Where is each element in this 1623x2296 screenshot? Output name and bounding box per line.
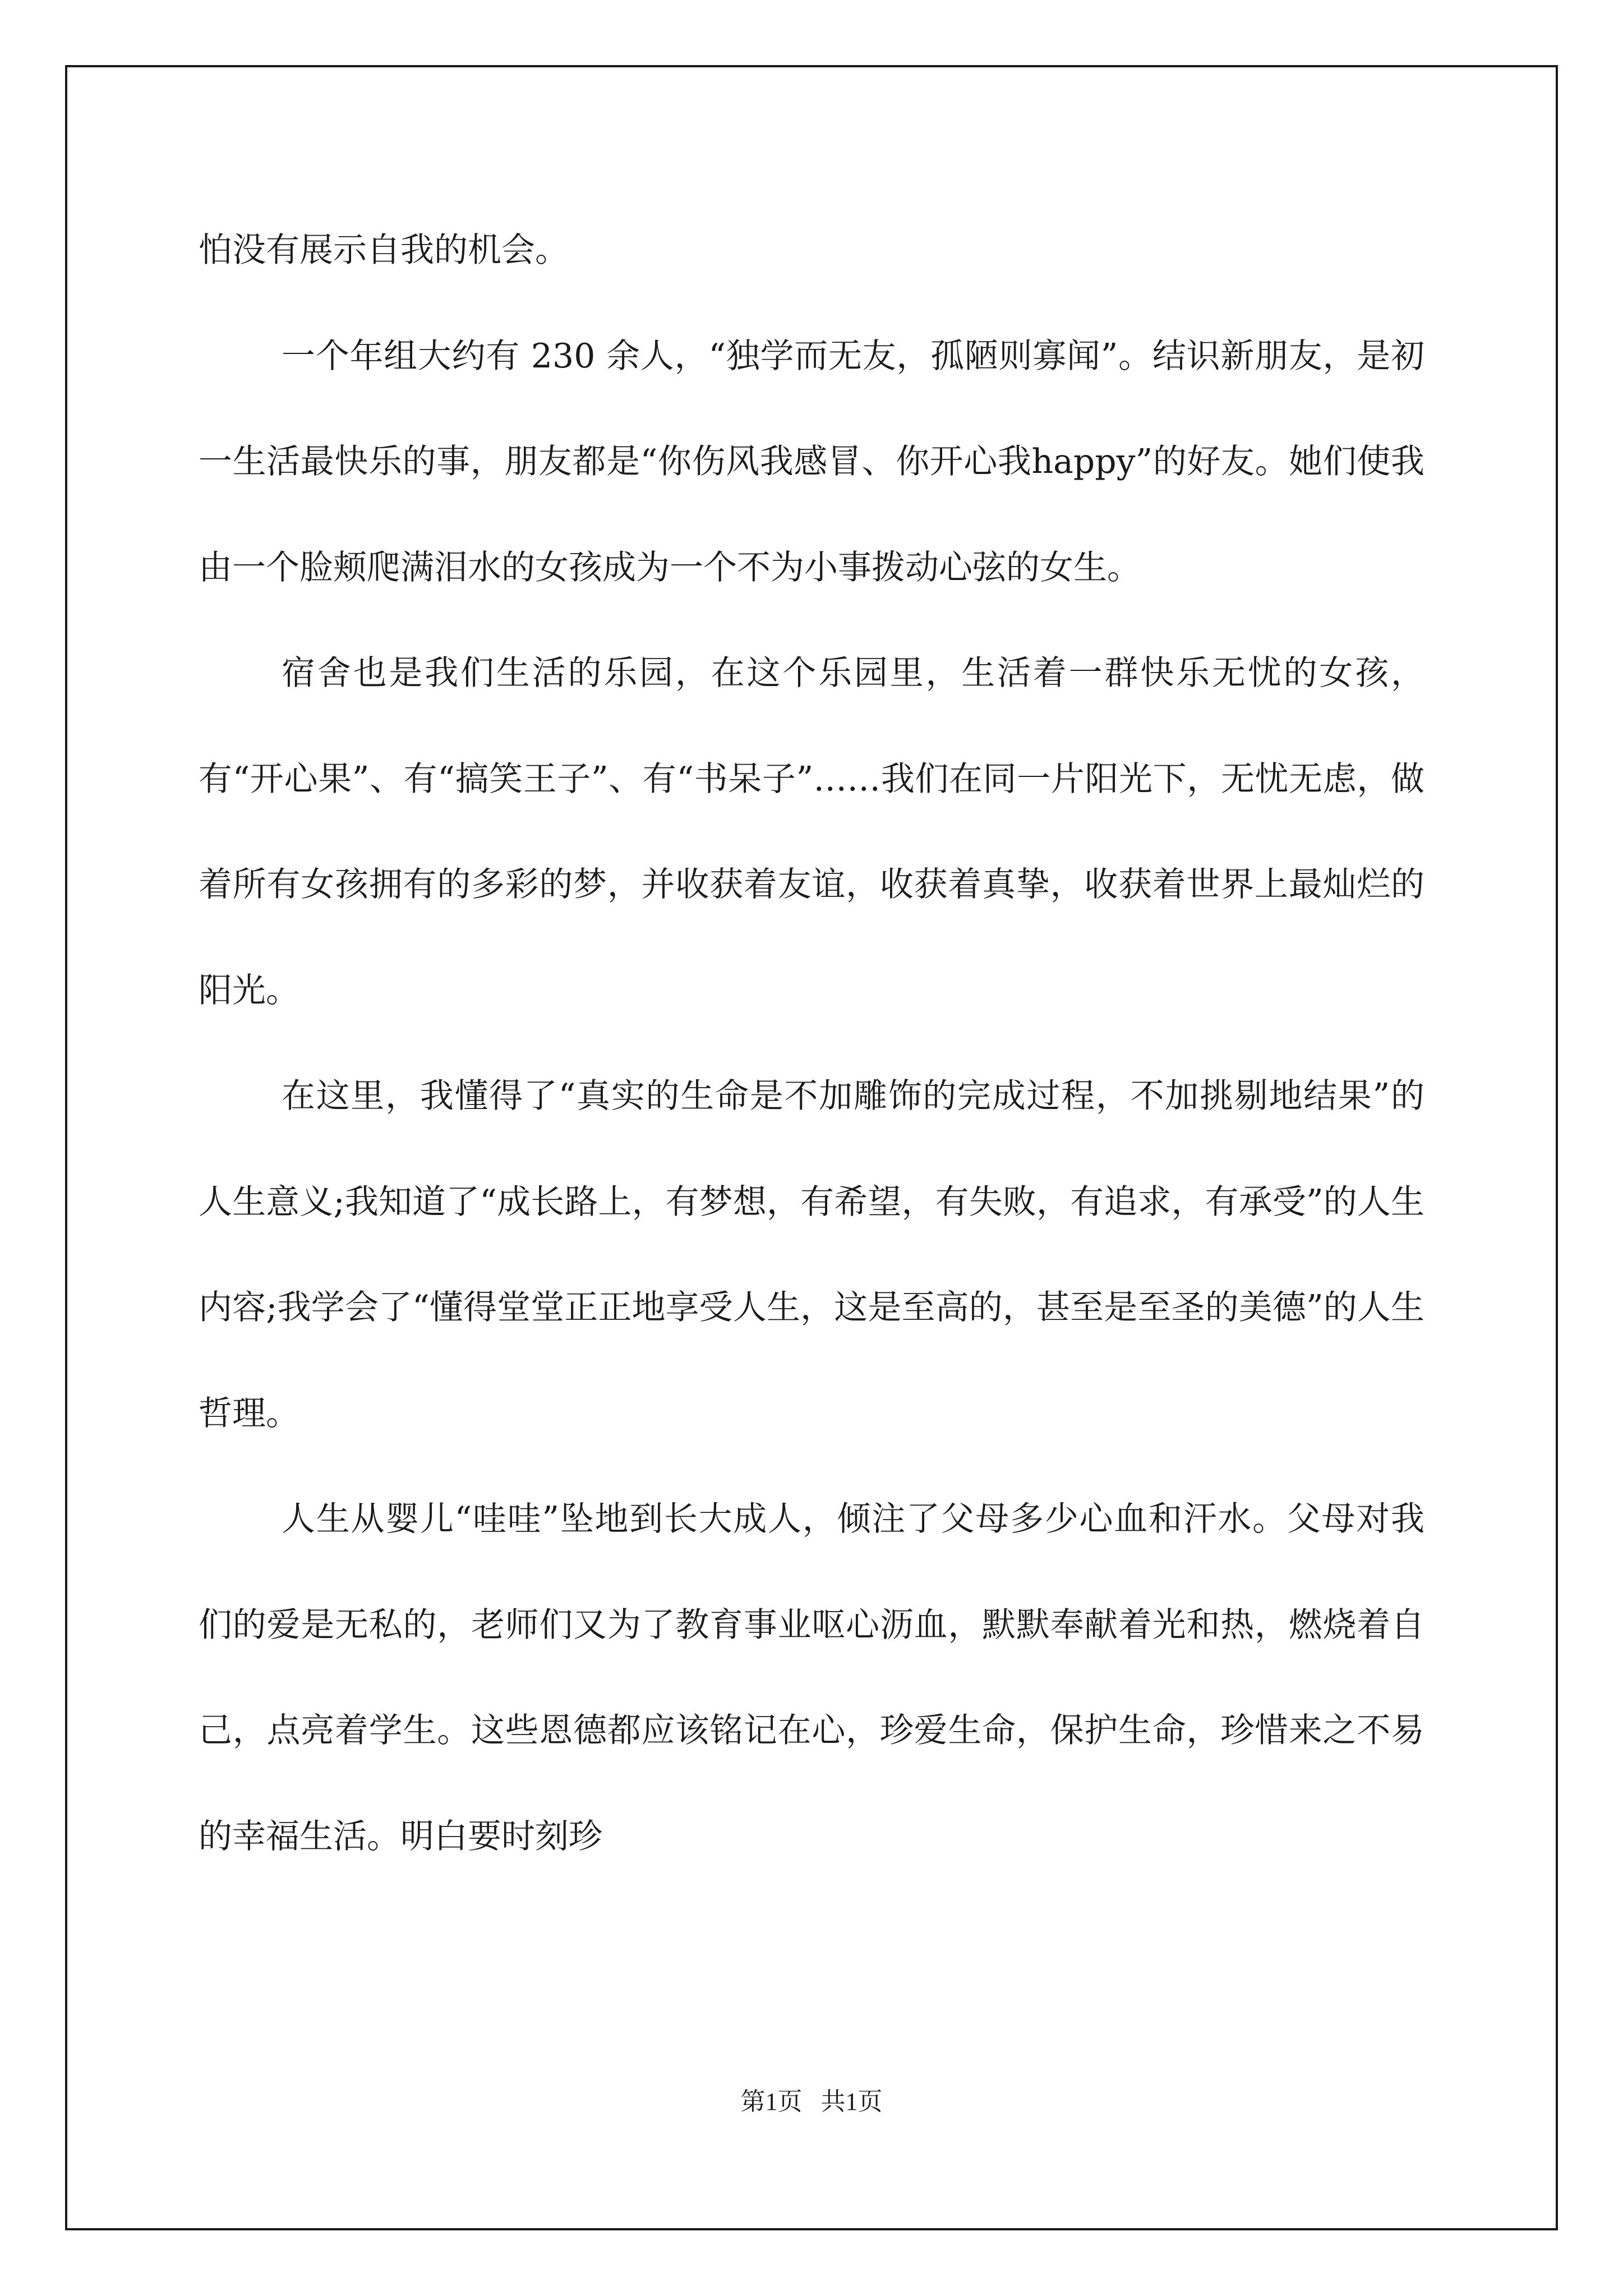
page-footer: 第1页 共1页 bbox=[740, 2088, 883, 2115]
paragraph: 一个年组大约有 230 余人，“独学而无友，孤陋则寡闻”。结识新朋友，是初一生活最快乐的事，朋友都是“你伤风我感冒、你开心我happy”的好友。她们使我由一个脸颊爬满泪水的女孩成为一个不为小事拨动心弦的女生。 bbox=[199, 336, 1424, 587]
paragraph: 宿舍也是我们生活的乐园，在这个乐园里，生活着一群快乐无忧的女孩，有“开心果”、有“搞笑王子”、有“书呆子”……我们在同一片阳光下，无忧无虑，做着所有女孩拥有的多彩的梦，并收获着友谊，收获着真挚，收获着世界上最灿烂的阳光。 bbox=[199, 654, 1424, 1010]
paragraph: 人生从婴儿“哇哇”坠地到长大成人，倾注了父母多少心血和汗水。父母对我们的爱是无私的，老师们又为了教育事业呕心沥血，默默奉献着光和热，燃烧着自己，点亮着学生。这些恩德都应该铭记在心，珍爱生命，保护生命，珍惜来之不易的幸福生活。明白要时刻珍 bbox=[199, 1499, 1424, 1856]
document-body bbox=[199, 197, 1424, 1889]
paragraph: 怕没有展示自我的机会。 bbox=[199, 231, 569, 270]
paragraph: 在这里，我懂得了“真实的生命是不加雕饰的完成过程，不加挑剔地结果”的人生意义;我知道了“成长路上，有梦想，有希望，有失败，有追求，有承受”的人生内容;我学会了“懂得堂堂正正地享受人生，这是至高的，甚至是至圣的美德”的人生哲理。 bbox=[199, 1076, 1424, 1433]
